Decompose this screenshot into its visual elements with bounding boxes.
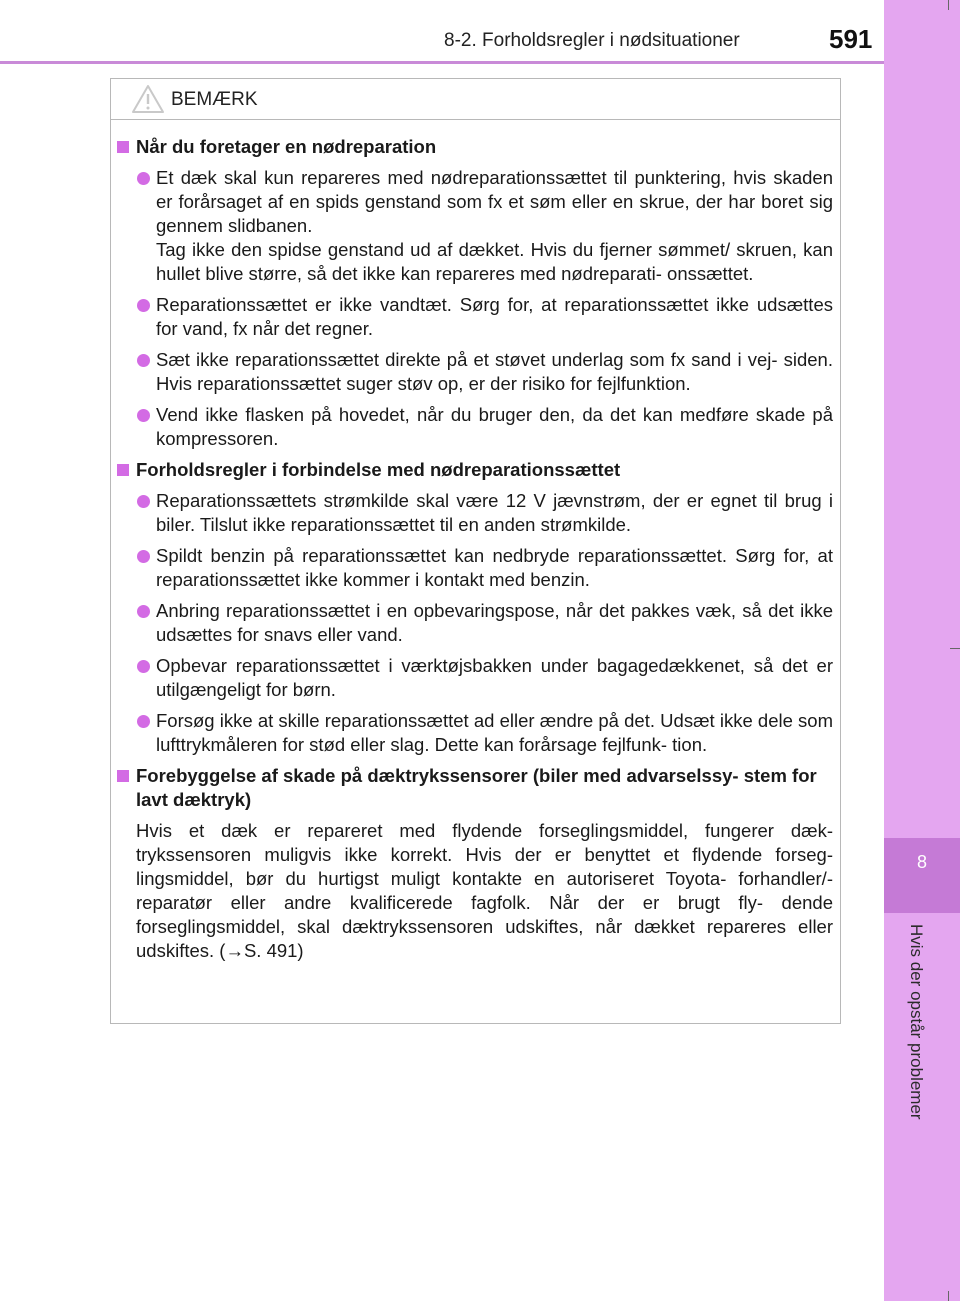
list-item-text [156, 166, 833, 286]
list-item [117, 709, 833, 757]
square-bullet-icon [117, 141, 129, 153]
section-heading [117, 458, 833, 482]
round-bullet-icon [137, 495, 150, 508]
notice-section [117, 458, 833, 757]
text-line: Forsøg ikke at skille reparationssættet ad eller ændre på det. Udsæt ikke dele som lufttrykmåleren for stød eller slag. Dette kan forårsage fejlfunk- tion. [156, 710, 833, 755]
list-item [117, 654, 833, 702]
round-bullet-icon [137, 605, 150, 618]
list-item-text [156, 403, 833, 451]
chapter-number: 8 [916, 852, 927, 872]
notice-header [111, 79, 840, 120]
notice-section [117, 764, 833, 963]
list-item-text [156, 654, 833, 702]
notice-content [117, 135, 833, 970]
text-line: Vend ikke flasken på hovedet, når du bruger den, da det kan medføre skade på kompressoren. [156, 404, 833, 449]
list-item [117, 599, 833, 647]
crop-mark [950, 648, 960, 649]
list-item-text [156, 348, 833, 396]
section-heading-text: Forholdsregler i forbindelse med nødreparationssættet [136, 459, 621, 480]
round-bullet-icon [137, 172, 150, 185]
list-item-text [156, 544, 833, 592]
list-item-text [156, 489, 833, 537]
section-heading-text: Forebyggelse af skade på dæktrykssensorer (biler med advarselssy- stem for lavt dæktryk) [136, 765, 817, 810]
square-bullet-icon [117, 464, 129, 476]
round-bullet-icon [137, 409, 150, 422]
crop-mark [948, 1291, 949, 1301]
notice-label: BEMÆRK [171, 89, 258, 110]
section-heading [117, 135, 833, 159]
chapter-label: Hvis der opstår problemer [907, 924, 926, 1120]
round-bullet-icon [137, 299, 150, 312]
round-bullet-icon [137, 715, 150, 728]
list-item [117, 544, 833, 592]
chapter-side-tab[interactable] [884, 0, 960, 1301]
text-line: Sæt ikke reparationssættet direkte på et støvet underlag som fx sand i vej- siden. Hvis reparationssættet suger støv op, er der risiko for fejlfunktion. [156, 349, 833, 394]
crop-mark [948, 0, 949, 10]
list-item-text [156, 709, 833, 757]
round-bullet-icon [137, 660, 150, 673]
text-line: Opbevar reparationssættet i værktøjsbakken under bagagedækkenet, så det er utilgængeligt for børn. [156, 655, 833, 700]
square-bullet-icon [117, 770, 129, 782]
list-item [117, 293, 833, 341]
section-heading-text: Når du foretager en nødreparation [136, 136, 437, 157]
section-heading [117, 764, 833, 812]
text-line: Spildt benzin på reparationssættet kan nedbryde reparationssættet. Sørg for, at reparationssættet ikke kommer i kontakt med benzin. [156, 545, 833, 590]
text-line: Anbring reparationssættet i en opbevaringspose, når det pakkes væk, så det ikke udsættes for snavs eller vand. [156, 600, 833, 645]
text-line: Et dæk skal kun repareres med nødreparationssættet til punktering, hvis skaden er forårsaget af en spids genstand som fx et søm eller en skrue, der har boret sig gennem slidbanen. [156, 167, 833, 236]
notice-box [110, 78, 841, 1024]
section-title: 8-2. Forholdsregler i nødsituationer [444, 30, 740, 51]
list-item [117, 166, 833, 286]
list-item [117, 403, 833, 451]
text-line: Tag ikke den spidse genstand ud af dækket. Hvis du fjerner sømmet/ skruen, kan hullet blive større, så det ikke kan repareres med nødreparati- onssættet. [156, 239, 833, 284]
header-rule [0, 61, 884, 64]
text-line: Reparationssættets strømkilde skal være 12 V jævnstrøm, der er egnet til brug i biler. Tilslut ikke reparationssættet til en anden strømkilde. [156, 490, 833, 535]
notice-section [117, 135, 833, 451]
round-bullet-icon [137, 550, 150, 563]
section-paragraph: Hvis et dæk er repareret med flydende forseglingsmiddel, fungerer dæk- trykssensoren muligvis ikke korrekt. Hvis der er benyttet et flydende forseg- lingsmiddel, bør du hurtigst muligt kontakte en autoriseret Toyota- forhandler/-reparatør eller andre kvalificerede fagfolk. Når der er brugt fly- dende forseglingsmiddel, skal dæktrykssensoren udskiftes, når dækket repareres eller udskiftes. (→S. 491) [136, 820, 833, 961]
text-line: Reparationssættet er ikke vandtæt. Sørg for, at reparationssættet ikke udsættes for vand, fx når det regner. [156, 294, 833, 339]
chapter-number-box [884, 838, 960, 913]
warning-triangle-icon [131, 84, 165, 114]
list-item-text [156, 293, 833, 341]
list-item-text [156, 599, 833, 647]
round-bullet-icon [137, 354, 150, 367]
page-number: 591 [829, 24, 873, 54]
list-item [117, 348, 833, 396]
list-item [117, 489, 833, 537]
